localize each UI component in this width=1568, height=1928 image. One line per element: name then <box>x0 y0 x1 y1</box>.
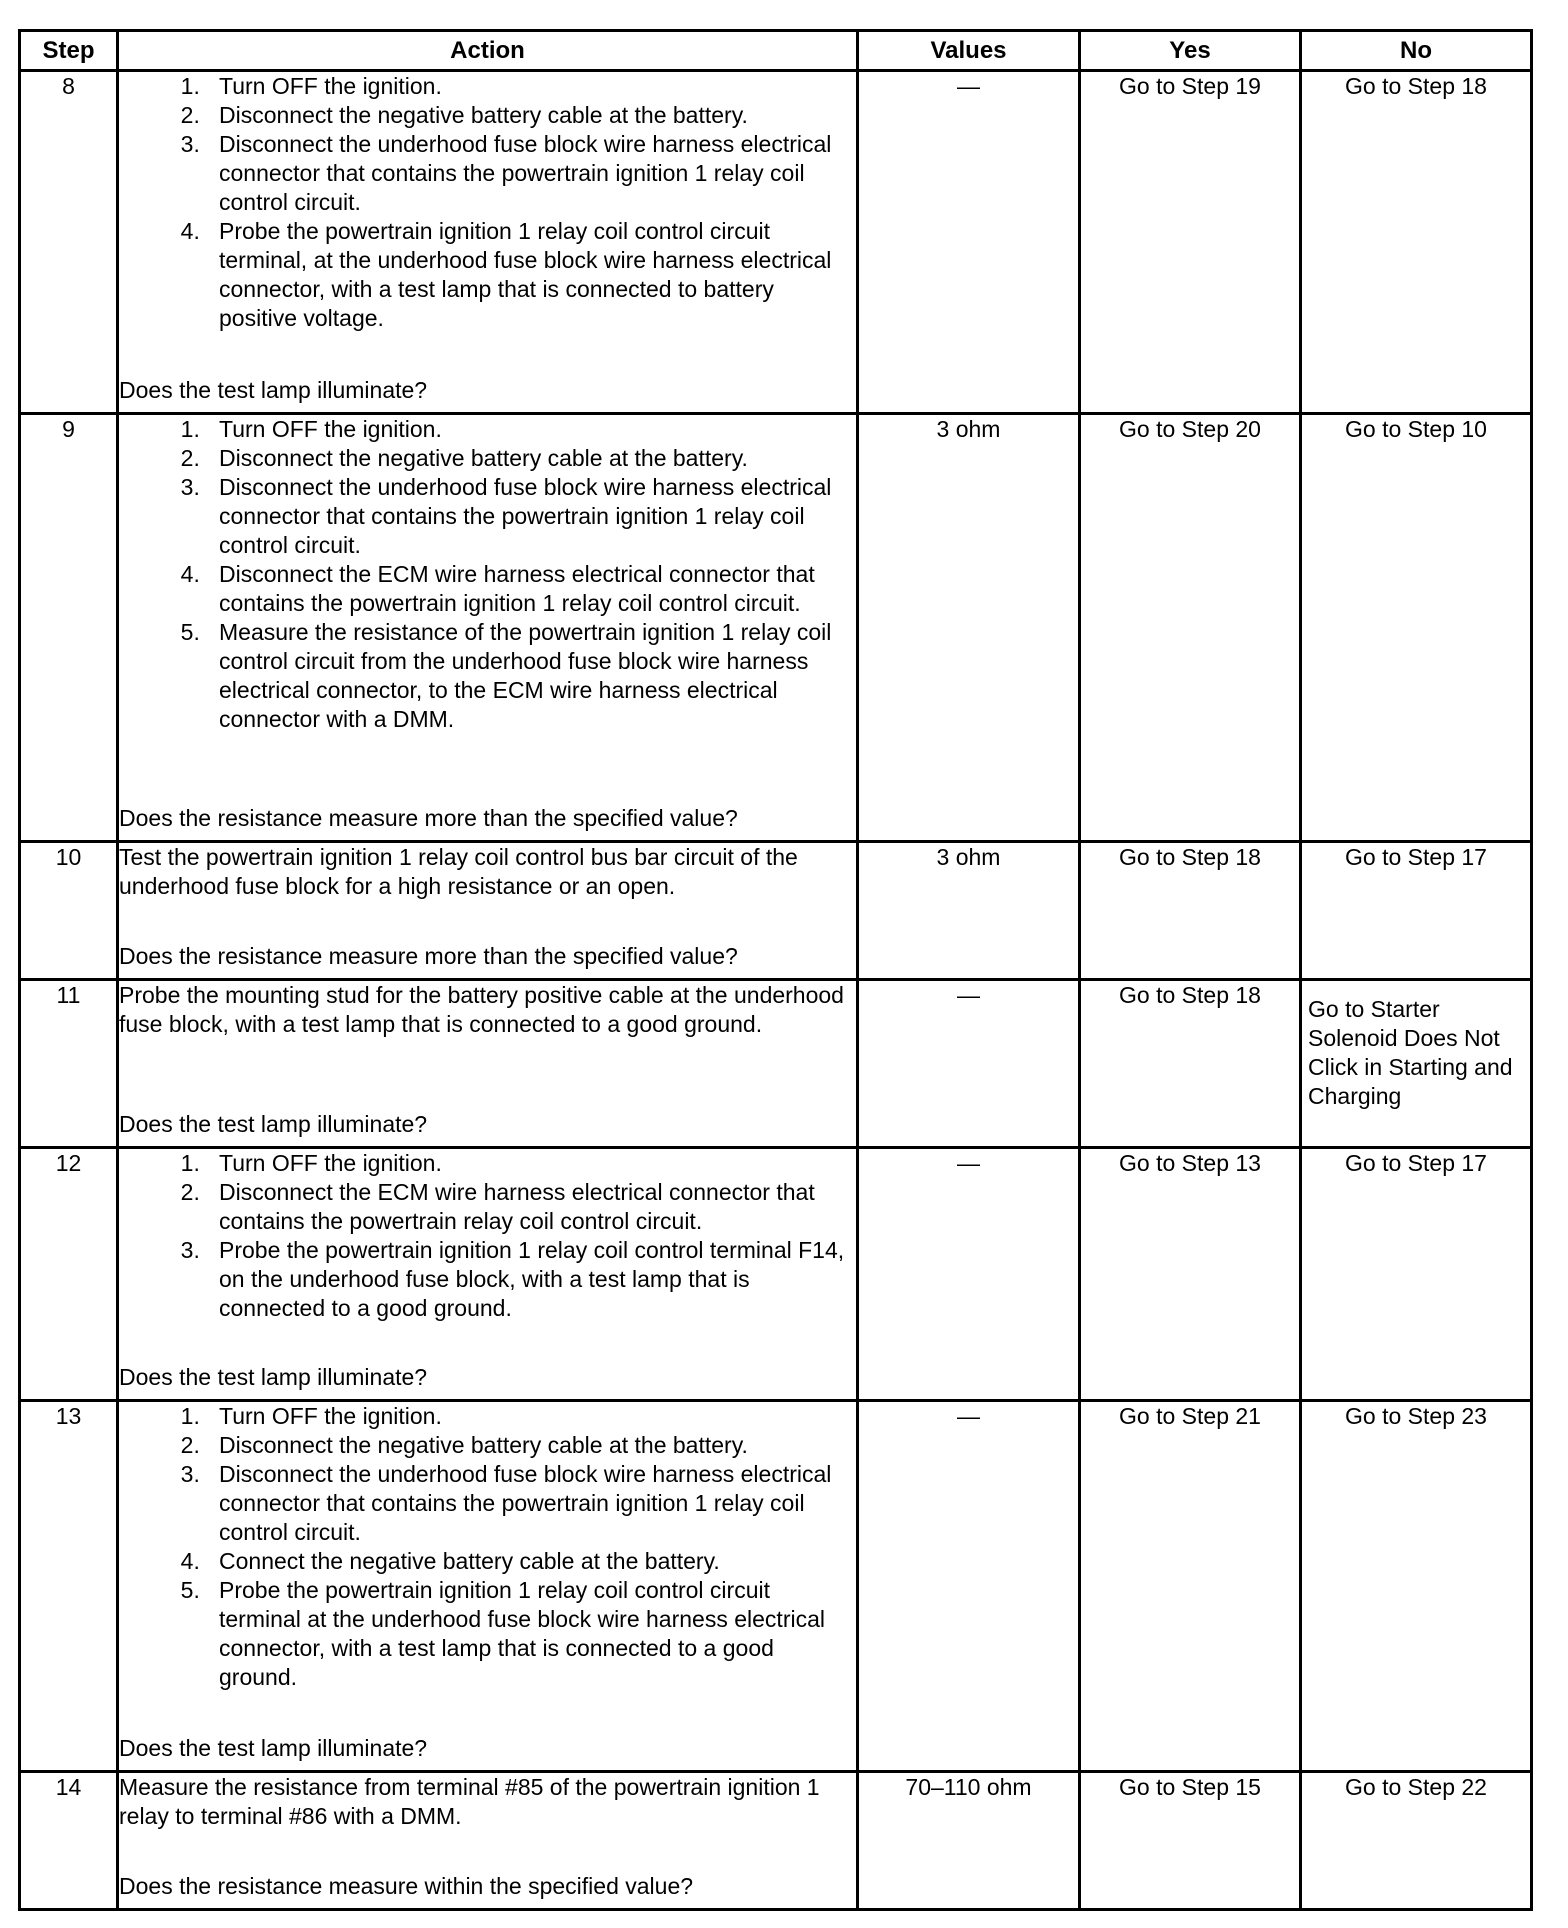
step-number: 14 <box>20 1772 118 1910</box>
yes-cell: Go to Step 21 <box>1080 1401 1301 1772</box>
action-step: 3. Disconnect the underhood fuse block wire harness electrical connector that contains the powertrain ignition 1 relay coil control circuit. <box>219 473 856 560</box>
header-step: Step <box>20 31 118 71</box>
action-step: 1. Turn OFF the ignition. <box>219 72 856 101</box>
header-yes: Yes <box>1080 31 1301 71</box>
action-text: Measure the resistance from terminal #85 of the powertrain ignition 1 relay to terminal #86 with a DMM. <box>119 1774 820 1829</box>
step-number: 13 <box>20 1401 118 1772</box>
yes-cell: Go to Step 18 <box>1080 980 1301 1148</box>
no-cell: Go to Starter Solenoid Does Not Click in Starting and Charging <box>1301 980 1532 1148</box>
no-cell: Go to Step 10 <box>1301 414 1532 842</box>
header-action: Action <box>118 31 858 71</box>
action-steps <box>119 72 856 333</box>
action-question: Does the test lamp illuminate? <box>119 377 428 403</box>
diagnostic-table <box>18 29 1533 1911</box>
header-values: Values <box>858 31 1080 71</box>
value-cell: — <box>858 980 1080 1148</box>
no-cell: Go to Step 18 <box>1301 71 1532 414</box>
yes-cell: Go to Step 13 <box>1080 1148 1301 1401</box>
action-text: Test the powertrain ignition 1 relay coil control bus bar circuit of the underhood fuse block for a high resistance or an open. <box>119 844 798 899</box>
action-step: 4. Probe the powertrain ignition 1 relay coil control circuit terminal, at the underhood fuse block wire harness electrical connector, with a test lamp that is connected to battery positive voltage. <box>219 217 856 333</box>
action-question: Does the resistance measure more than the specified value? <box>119 805 738 831</box>
action-cell <box>118 842 858 980</box>
header-no: No <box>1301 31 1532 71</box>
yes-cell: Go to Step 15 <box>1080 1772 1301 1910</box>
table-row <box>20 980 1532 1148</box>
header-row <box>20 31 1532 71</box>
yes-cell: Go to Step 18 <box>1080 842 1301 980</box>
action-question: Does the test lamp illuminate? <box>119 1735 428 1761</box>
value-cell: 3 ohm <box>858 414 1080 842</box>
table-row <box>20 414 1532 842</box>
step-number: 10 <box>20 842 118 980</box>
action-cell <box>118 1772 858 1910</box>
action-step: 5. Probe the powertrain ignition 1 relay coil control circuit terminal at the underhood fuse block wire harness electrical connector, with a test lamp that is connected to a good ground. <box>219 1576 856 1692</box>
table-row <box>20 1772 1532 1910</box>
action-cell <box>118 1148 858 1401</box>
action-cell <box>118 414 858 842</box>
action-step: 1. Turn OFF the ignition. <box>219 1149 856 1178</box>
value-cell: — <box>858 1401 1080 1772</box>
action-step: 5. Measure the resistance of the powertrain ignition 1 relay coil control circuit from the underhood fuse block wire harness electrical connector, to the ECM wire harness electrical connector with a DMM. <box>219 618 856 734</box>
action-cell <box>118 980 858 1148</box>
action-steps <box>119 415 856 734</box>
value-cell: — <box>858 71 1080 414</box>
action-steps <box>119 1149 856 1323</box>
step-number: 9 <box>20 414 118 842</box>
action-step: 2. Disconnect the negative battery cable at the battery. <box>219 444 856 473</box>
action-step: 1. Turn OFF the ignition. <box>219 1402 856 1431</box>
action-question: Does the resistance measure within the specified value? <box>119 1873 694 1899</box>
action-step: 2. Disconnect the negative battery cable at the battery. <box>219 1431 856 1460</box>
value-cell: — <box>858 1148 1080 1401</box>
no-cell: Go to Step 17 <box>1301 842 1532 980</box>
table-row <box>20 1401 1532 1772</box>
step-number: 8 <box>20 71 118 414</box>
action-question: Does the test lamp illuminate? <box>119 1111 428 1137</box>
action-question: Does the resistance measure more than the specified value? <box>119 943 738 969</box>
action-question: Does the test lamp illuminate? <box>119 1364 428 1390</box>
action-steps <box>119 1402 856 1692</box>
action-step: 2. Disconnect the negative battery cable at the battery. <box>219 101 856 130</box>
step-number: 11 <box>20 980 118 1148</box>
no-cell: Go to Step 23 <box>1301 1401 1532 1772</box>
action-step: 2. Disconnect the ECM wire harness electrical connector that contains the powertrain relay coil control circuit. <box>219 1178 856 1236</box>
table-row <box>20 842 1532 980</box>
no-cell: Go to Step 17 <box>1301 1148 1532 1401</box>
table-row <box>20 1148 1532 1401</box>
action-step: 3. Probe the powertrain ignition 1 relay coil control terminal F14, on the underhood fuse block, with a test lamp that is connected to a good ground. <box>219 1236 856 1323</box>
action-cell <box>118 71 858 414</box>
action-step: 3. Disconnect the underhood fuse block wire harness electrical connector that contains the powertrain ignition 1 relay coil control circuit. <box>219 1460 856 1547</box>
action-step: 3. Disconnect the underhood fuse block wire harness electrical connector that contains the powertrain ignition 1 relay coil control circuit. <box>219 130 856 217</box>
yes-cell: Go to Step 20 <box>1080 414 1301 842</box>
no-cell: Go to Step 22 <box>1301 1772 1532 1910</box>
action-step: 4. Connect the negative battery cable at the battery. <box>219 1547 856 1576</box>
table-row <box>20 71 1532 414</box>
step-number: 12 <box>20 1148 118 1401</box>
value-cell: 3 ohm <box>858 842 1080 980</box>
yes-cell: Go to Step 19 <box>1080 71 1301 414</box>
action-step: 4. Disconnect the ECM wire harness electrical connector that contains the powertrain ignition 1 relay coil control circuit. <box>219 560 856 618</box>
action-text: Probe the mounting stud for the battery positive cable at the underhood fuse block, with a test lamp that is connected to a good ground. <box>119 982 844 1037</box>
action-cell <box>118 1401 858 1772</box>
action-step: 1. Turn OFF the ignition. <box>219 415 856 444</box>
value-cell: 70–110 ohm <box>858 1772 1080 1910</box>
